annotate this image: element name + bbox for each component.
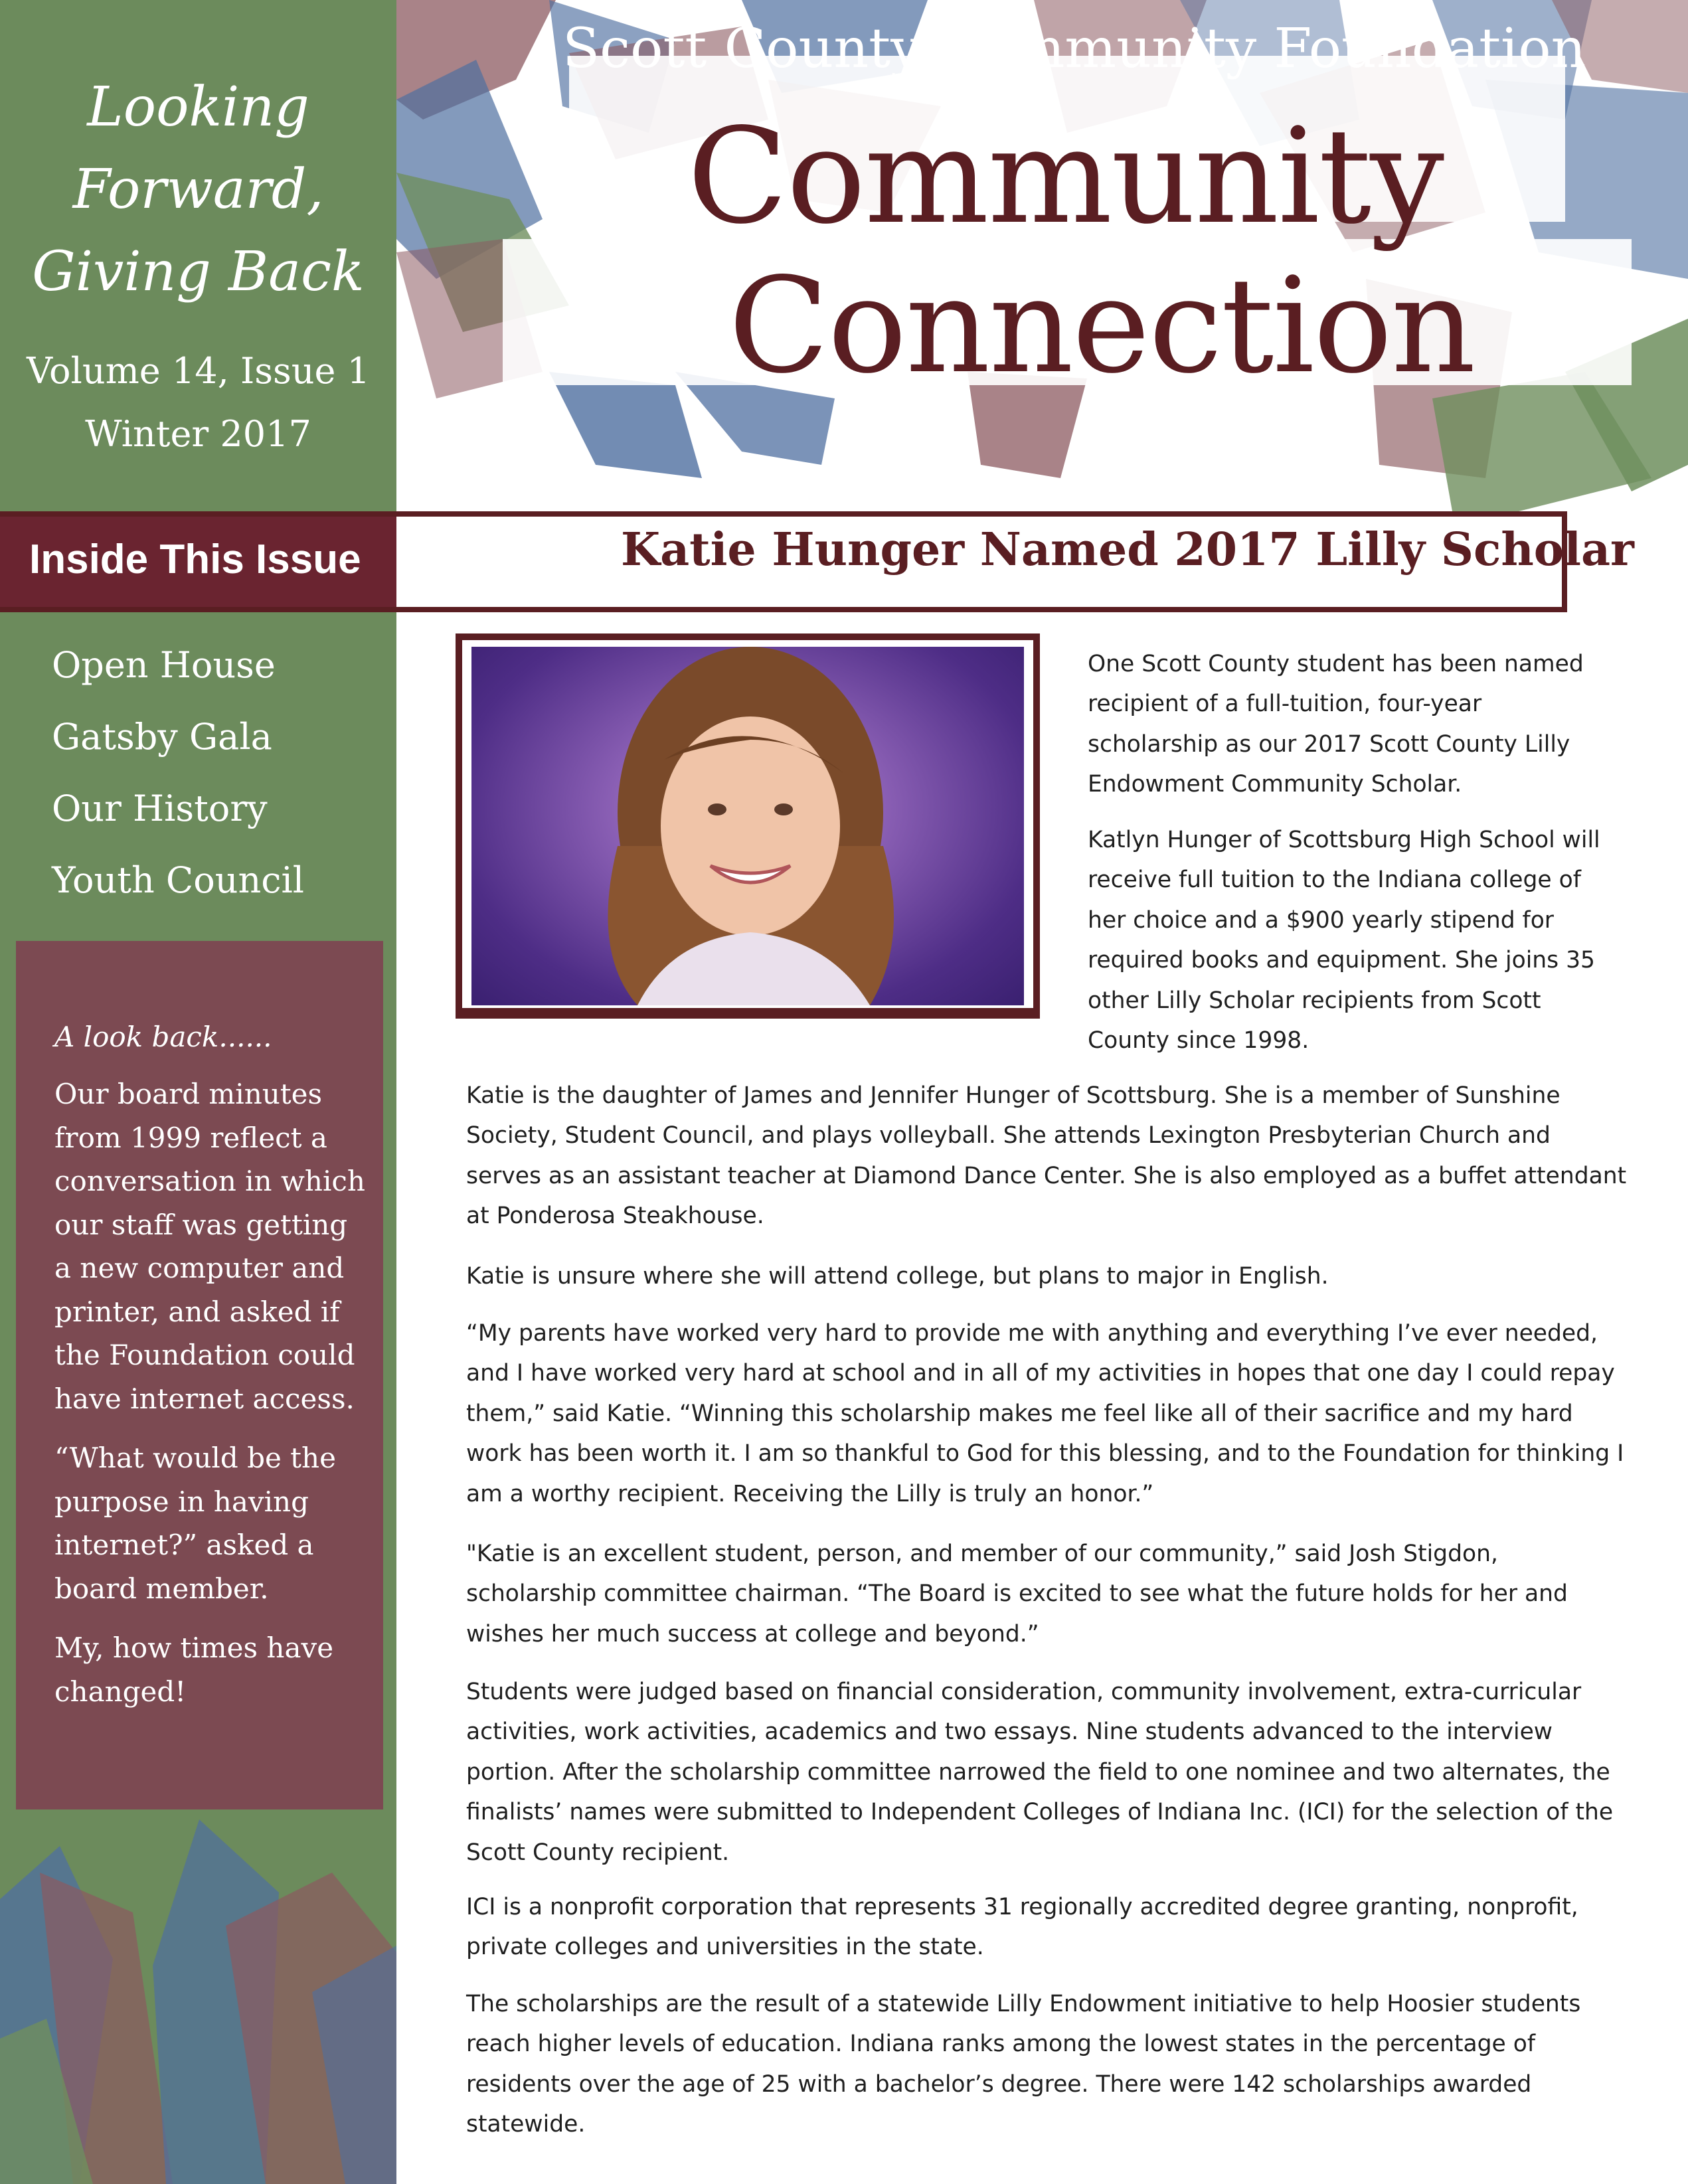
intro-paragraph-1: One Scott County student has been named recipient of a full-tuition, four-year scholarship as our 2017 Scott County Lilly Endowment Community Scholar. [1088,651,1584,798]
volume-issue: Volume 14, Issue 1 [27,350,370,392]
organization-name: Scott County Community Foundation [562,17,1586,80]
body-paragraph-5: Students were judged based on financial consideration, community involvement, extra-curricular activities, work activities, academics and two essays. Nine students advanced to the interview portion. After the scholarship committee narrowed the field to one nominee and two alternates, the finalists’ names were submitted to Independent Colleges of Indiana Inc. (ICI) for the selection of the Scott County recipient. [466,1679,1614,1866]
toc-item-open-house[interactable]: Open House [52,644,276,686]
toc-item-youth-council[interactable]: Youth Council [52,859,305,901]
body-paragraph-3: “My parents have worked very hard to provide me with anything and everything I’ve ever needed, and I have worked very hard at school and in all of my activities in hopes that one day I could repay them,” said Katie. “Winning this scholarship makes me feel like all of their sacrifice and my hard work has been worth it. I am so thankful to God for this blessing, and to the Foundation for thinking I am a worthy recipient. Receiving the Lilly is truly an honor.” [466,1320,1624,1507]
body-paragraph-2: Katie is unsure where she will attend college, but plans to major in English. [466,1263,1329,1290]
tagline [0,66,396,313]
sidebar-leaf-decoration [0,1819,396,2184]
body-paragraph-7: The scholarships are the result of a statewide Lilly Endowment initiative to help Hoosier students reach higher levels of education. Indiana ranks among the lowest states in the percentage of residents over the age of 25 with a bachelor’s degree. There were 142 scholarships awarded statewide. [466,1991,1581,2138]
newsletter-title-line-2: Connection [728,249,1475,402]
look-back-paragraph-1: Our board minutes from 1999 reflect a conversation in which our staff was getting a new computer and printer, and asked if the Foundation could have internet access. [54,1078,365,1415]
masthead [396,0,1688,511]
body-paragraph-6: ICI is a nonprofit corporation that represents 31 regionally accredited degree granting, nonprofit, private colleges and universities in the state. [466,1894,1578,1961]
look-back-box [16,941,383,1809]
newsletter-title-line-1: Community [687,100,1443,253]
toc-item-gatsby-gala[interactable]: Gatsby Gala [52,716,272,758]
toc-item-our-history[interactable]: Our History [52,788,268,829]
tagline-line-1: Looking [87,76,309,139]
portrait-illustration [471,647,1024,1005]
body-paragraph-4: "Katie is an excellent student, person, and member of our community,” said Josh Stigdon, scholarship committee chairman. “The Board is excited to see what the future holds for her and wishes her much success at college and beyond.” [466,1541,1568,1647]
photo-frame [456,633,1040,1019]
look-back-heading: A look back...... [54,1021,272,1053]
inside-this-issue-title: Inside This Issue [29,537,361,582]
sidebar [0,0,396,2184]
intro-paragraph-2: Katlyn Hunger of Scottsburg High School will receive full tuition to the Indiana college of her choice and a $900 yearly stipend for required books and equipment. She joins 35 other Lilly Scholar recipients from Scott County since 1998. [1088,827,1600,1054]
tagline-line-2: Forward, [72,158,324,221]
photo-mat [462,640,1033,1008]
scholar-portrait-photo [471,647,1024,1005]
tagline-line-3: Giving Back [32,240,365,303]
look-back-paragraph-2: “What would be the purpose in having internet?” asked a board member. [54,1442,336,1605]
article-headline: Katie Hunger Named 2017 Lilly Scholar [621,523,1634,576]
season-label: Winter 2017 [85,413,311,455]
body-paragraph-1: Katie is the daughter of James and Jennifer Hunger of Scottsburg. She is a member of Sunshine Society, Student Council, and plays volleyball. She attends Lexington Presbyterian Church and serves as an assistant teacher at Diamond Dance Center. She is also employed as a buffet attendant at Ponderosa Steakhouse. [466,1082,1627,1230]
look-back-paragraph-3: My, how times have changed! [54,1632,334,1708]
